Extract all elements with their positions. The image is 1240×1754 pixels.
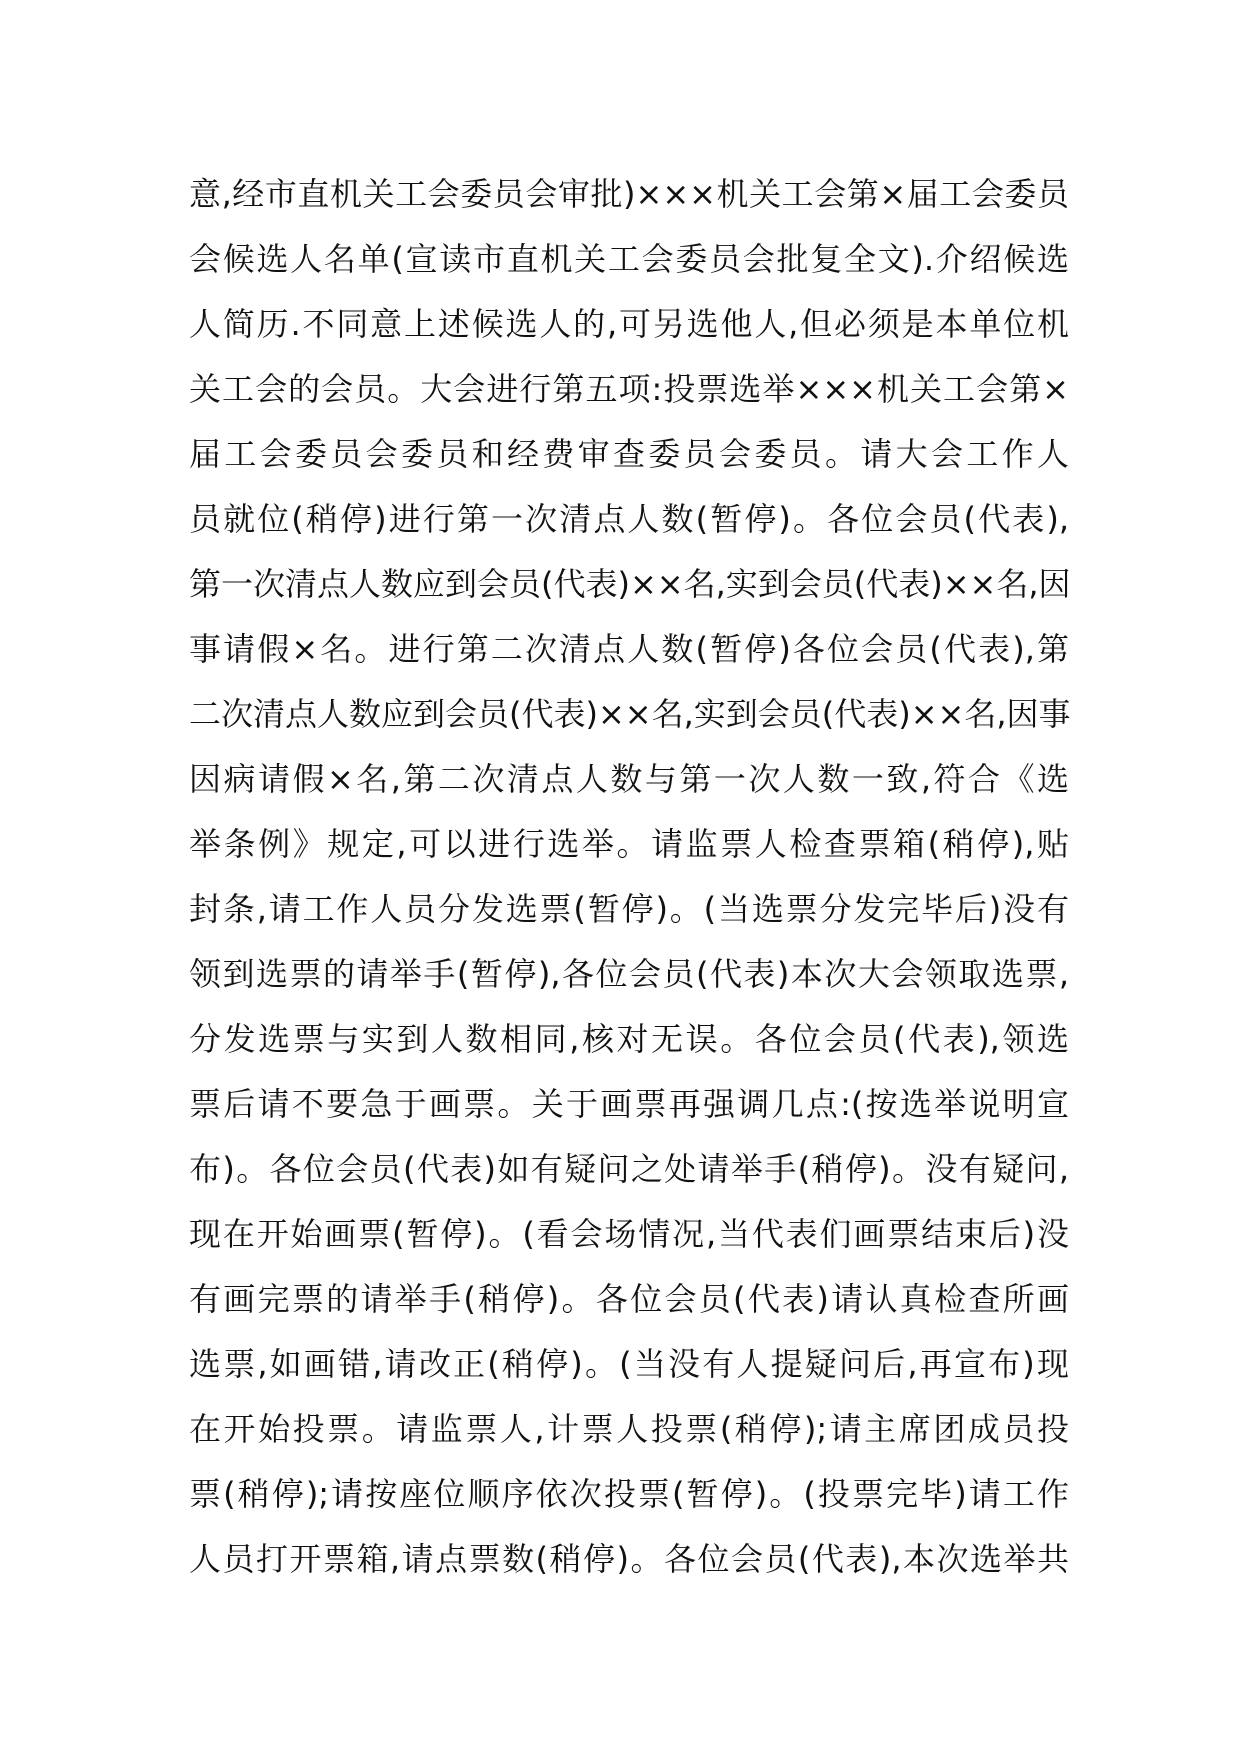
text-line: 因病请假×名,第二次清点人数与第一次人数一致,符合《选	[189, 760, 1069, 798]
text-line: 二次清点人数应到会员(代表)××名,实到会员(代表)××名,因事	[189, 695, 1071, 733]
text-line: 意,经市直机关工会委员会审批)×××机关工会第×届工会委员	[189, 175, 1069, 213]
text-line: 第一次清点人数应到会员(代表)××名,实到会员(代表)××名,因	[189, 565, 1071, 603]
text-line: 票后请不要急于画票。关于画票再强调几点:(按选举说明宣	[189, 1085, 1069, 1123]
text-line: 分发选票与实到人数相同,核对无误。各位会员(代表),领选	[189, 1020, 1069, 1058]
text-line: 封条,请工作人员分发选票(暂停)。(当选票分发完毕后)没有	[189, 890, 1069, 928]
text-line: 布)。各位会员(代表)如有疑问之处请举手(稍停)。没有疑问,	[189, 1150, 1069, 1188]
text-line: 领到选票的请举手(暂停),各位会员(代表)本次大会领取选票,	[189, 955, 1069, 993]
text-line: 人简历.不同意上述候选人的,可另选他人,但必须是本单位机	[189, 305, 1069, 343]
text-line: 会候选人名单(宣读市直机关工会委员会批复全文).介绍候选	[189, 240, 1069, 278]
text-line: 在开始投票。请监票人,计票人投票(稍停);请主席团成员投	[189, 1410, 1069, 1448]
text-line: 票(稍停);请按座位顺序依次投票(暂停)。(投票完毕)请工作	[189, 1475, 1069, 1513]
text-line: 人员打开票箱,请点票数(稍停)。各位会员(代表),本次选举共	[189, 1540, 1069, 1578]
text-line: 选票,如画错,请改正(稍停)。(当没有人提疑问后,再宣布)现	[189, 1345, 1069, 1383]
text-line: 事请假×名。进行第二次清点人数(暂停)各位会员(代表),第	[189, 630, 1069, 668]
text-line: 关工会的会员。大会进行第五项:投票选举×××机关工会第×	[189, 370, 1069, 408]
text-line: 有画完票的请举手(稍停)。各位会员(代表)请认真检查所画	[189, 1280, 1069, 1318]
text-line: 届工会委员会委员和经费审查委员会委员。请大会工作人	[189, 435, 1069, 473]
text-line: 员就位(稍停)进行第一次清点人数(暂停)。各位会员(代表),	[189, 500, 1069, 538]
body-text	[189, 162, 1069, 1592]
text-line: 举条例》规定,可以进行选举。请监票人检查票箱(稍停),贴	[189, 825, 1069, 863]
text-line: 现在开始画票(暂停)。(看会场情况,当代表们画票结束后)没	[189, 1215, 1069, 1253]
